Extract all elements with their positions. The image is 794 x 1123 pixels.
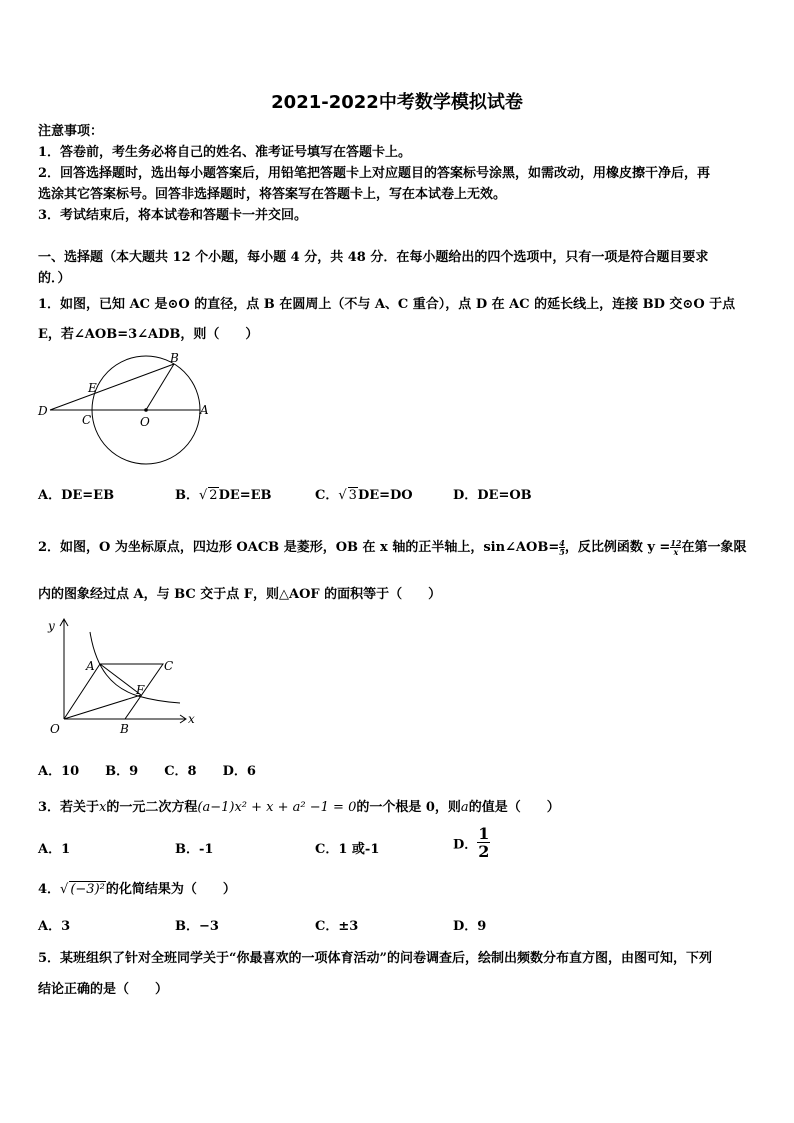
q2-stem-part-a: 2．如图，O 为坐标原点，四边形 OACB 是菱形，OB 在 x 轴的正半轴上，sin∠AOB= xyxy=(38,540,560,555)
q2-sin-denominator: 5 xyxy=(559,547,565,557)
q1-label-A: A xyxy=(200,403,209,417)
q4-prefix: 4． xyxy=(38,882,61,897)
q4-option-b: B．−3 xyxy=(175,919,219,934)
q2-stem-part-c: 在第一象限 xyxy=(681,540,747,555)
q2-label-C: C xyxy=(164,659,174,673)
q2-label-A: A xyxy=(86,659,95,673)
q1-option-b-suffix: DE=EB xyxy=(218,488,272,503)
q2-sin-numerator: 4 xyxy=(559,538,565,548)
q1-label-D: D xyxy=(38,404,48,418)
q2-func-numerator: 12 xyxy=(670,538,682,548)
q4-option-a: A．3 xyxy=(38,919,71,934)
section-heading-line1: 一、选择题（本大题共 12 个小题，每小题 4 分，共 48 分．在每小题给出的四个选项中，只有一项是符合题目要求 xyxy=(38,250,709,265)
q2-stem-line1 xyxy=(38,536,746,556)
q3-stem-part-a: 3．若关于 xyxy=(38,800,100,815)
q3-stem-part-b: 的一元二次方程 xyxy=(106,800,198,815)
q3-stem-part-c: 的一个根是 0，则 xyxy=(356,800,461,815)
q2-rhombus-figure xyxy=(40,614,200,740)
q2-label-x: x xyxy=(188,712,195,726)
q4-stem: 4．√ (−3)²的化简结果为（ ） xyxy=(38,882,236,897)
q2-func-denominator: x xyxy=(673,547,679,557)
q4-option-c: C．±3 xyxy=(315,919,359,934)
q2-stem-line2: 内的图象经过点 A，与 BC 交于点 F，则△AOF 的面积等于（ ） xyxy=(38,587,442,602)
q1-option-a: A．DE=EB xyxy=(38,488,115,503)
q4-suffix: 的化简结果为（ ） xyxy=(105,882,236,897)
notes-item-2b: 选涂其它答案标号。回答非选择题时，将答案写在答题卡上，写在本试卷上无效。 xyxy=(38,187,507,202)
q1-option-b: B．√ 2DE=EB xyxy=(175,488,272,503)
q3-stem xyxy=(38,796,560,815)
q3-var-x: x xyxy=(99,800,107,815)
q2-label-B: B xyxy=(120,722,129,736)
q1-option-c-suffix: DE=DO xyxy=(357,488,413,503)
q1-option-c: C．√ 3DE=DO xyxy=(315,488,413,503)
q1-option-b-radicand: 2 xyxy=(209,488,218,503)
q3-option-b: B．-1 xyxy=(175,842,214,857)
q3-option-d-denominator: 2 xyxy=(478,842,490,861)
q1-stem-line2: E，若∠AOB=3∠ADB，则（ ） xyxy=(38,327,259,342)
q3-option-c: C．1 或-1 xyxy=(315,842,380,857)
notes-heading: 注意事项： xyxy=(38,124,104,139)
q3-equation: (a−1)x² + x + a² −1 = 0 xyxy=(197,800,357,815)
q2-label-F: F xyxy=(136,683,145,697)
notes-item-1: 1．答卷前，考生务必将自己的姓名、准考证号填写在答题卡上。 xyxy=(38,145,412,160)
q1-stem-line1: 1．如图，已知 AC 是⊙O 的直径，点 B 在圆周上（不与 A、C 重合），点 D 在 AC 的延长线上，连接 BD 交⊙O 于点 xyxy=(38,297,736,312)
notes-item-2a: 2．回答选择题时，选出每小题答案后，用铅笔把答题卡上对应题目的答案标号涂黑，如需改动，用橡皮擦干净后，再 xyxy=(38,166,711,181)
q3-var-a: a xyxy=(460,800,469,815)
q1-option-d: D．DE=OB xyxy=(453,488,532,503)
q1-label-C: C xyxy=(82,413,92,427)
q2-label-O: O xyxy=(50,722,60,736)
q3-option-d-prefix: D． xyxy=(453,837,478,853)
q1-label-B: B xyxy=(170,351,179,365)
q5-stem-line2: 结论正确的是（ ） xyxy=(38,982,169,997)
q3-option-d xyxy=(453,826,490,860)
notes-item-3: 3．考试结束后，将本试卷和答题卡一并交回。 xyxy=(38,208,308,223)
q1-label-E: E xyxy=(88,381,97,395)
q1-label-O: O xyxy=(140,415,150,429)
q1-circle-figure xyxy=(34,348,214,466)
q1-option-c-prefix: C． xyxy=(315,488,339,503)
section-heading-line2: 的．） xyxy=(38,271,71,286)
q1-option-c-radicand: 3 xyxy=(348,488,357,503)
q1-option-b-prefix: B． xyxy=(175,488,199,503)
q3-option-d-fraction xyxy=(477,826,490,860)
q3-option-a: A．1 xyxy=(38,842,71,857)
q4-option-d: D．9 xyxy=(453,919,487,934)
q4-radicand: (−3)² xyxy=(70,882,105,897)
q3-stem-part-d: 的值是（ ） xyxy=(468,800,560,815)
q2-stem-part-b: ，反比例函数 y = xyxy=(564,540,671,555)
q2-func-fraction xyxy=(670,539,681,556)
q2-label-y: y xyxy=(48,619,55,633)
q5-stem-line1: 5．某班组织了针对全班同学关于“你最喜欢的一项体育活动”的问卷调查后，绘制出频数分布直方图，由图可知，下列 xyxy=(38,951,713,966)
q3-option-d-numerator: 1 xyxy=(478,824,490,843)
page-title: 2021-2022中考数学模拟试卷 xyxy=(271,92,523,113)
q2-options: A．10 B．9 C．8 D．6 xyxy=(38,764,256,779)
